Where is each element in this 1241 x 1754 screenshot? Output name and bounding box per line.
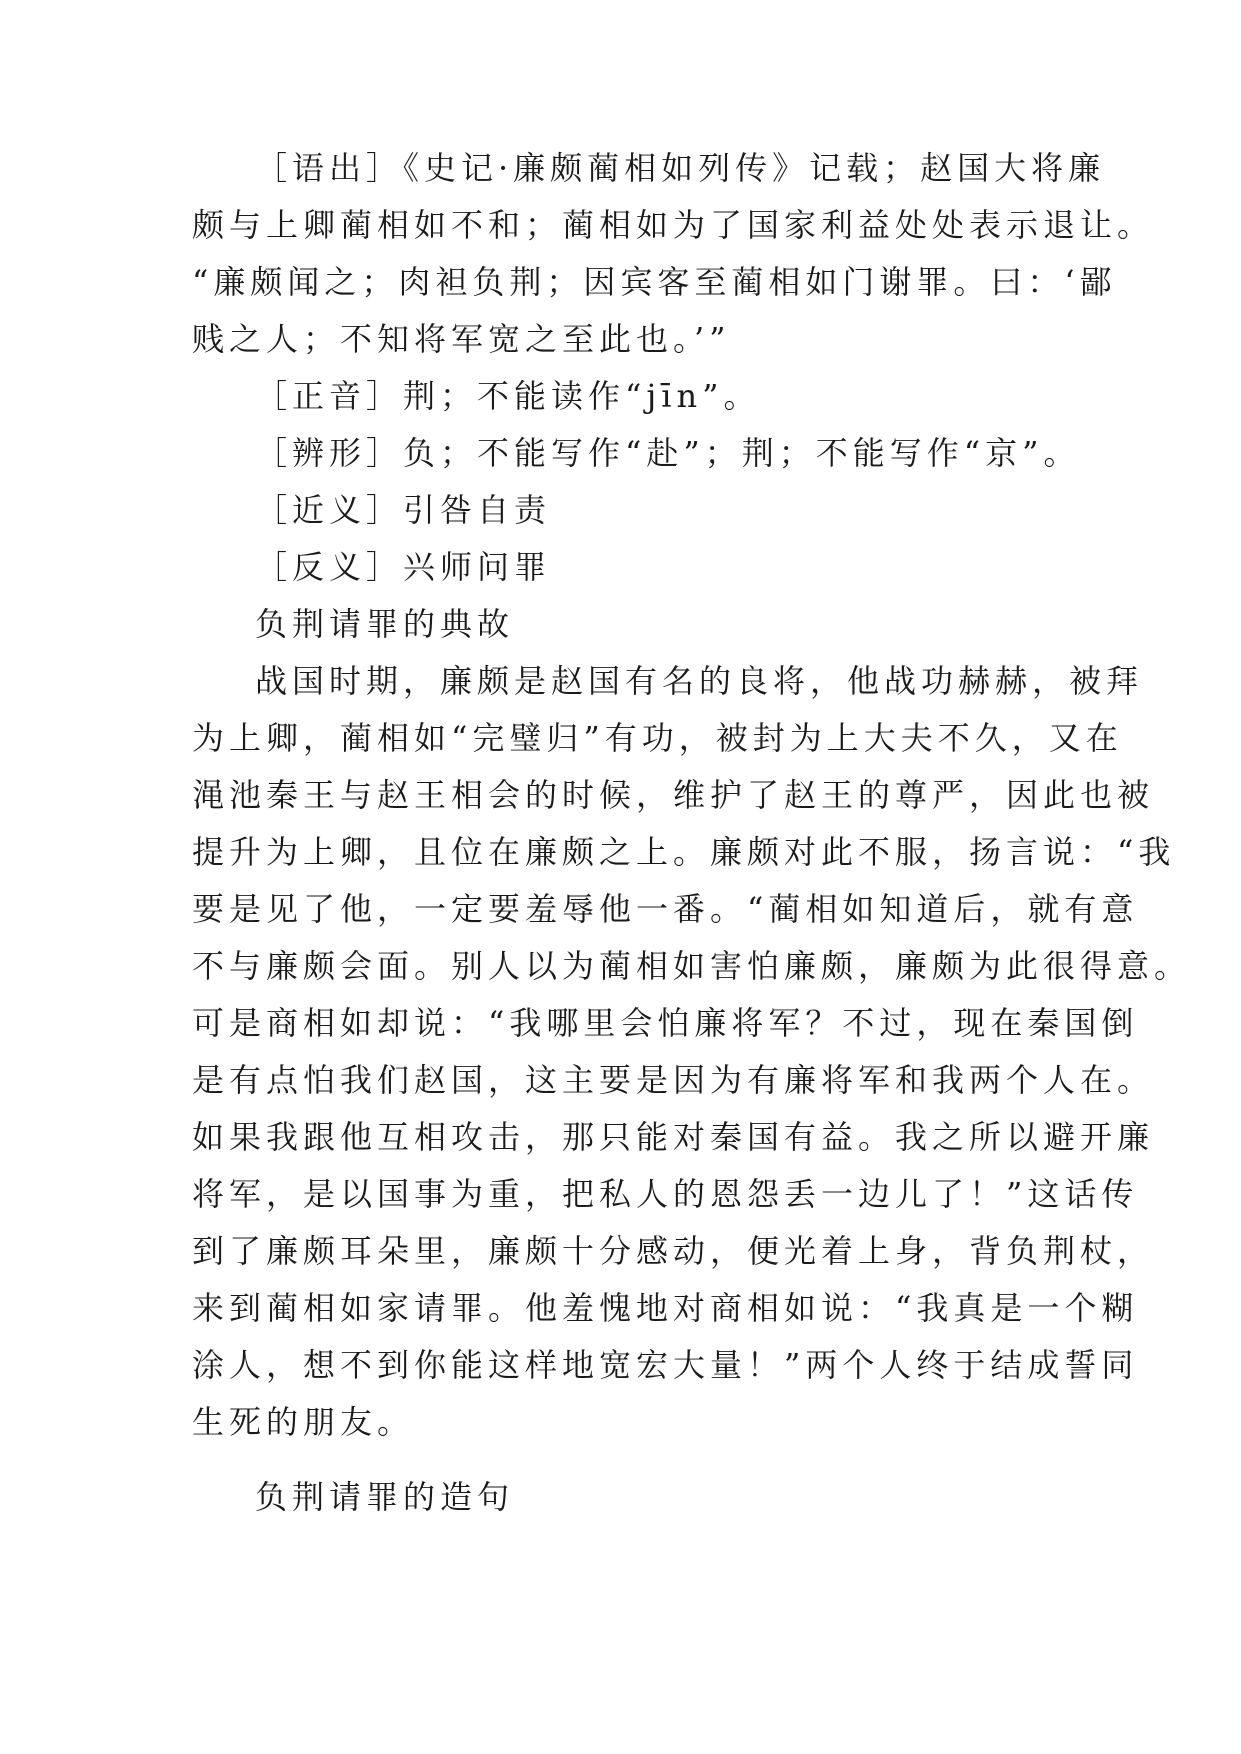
section-heading: 负荆请罪的造句: [255, 1478, 515, 1516]
paragraph-line: 贱之人；不知将军宽之至此也。’”: [192, 320, 731, 358]
paragraph-line: 提升为上卿，且位在廉颇之上。廉颇对此不服，扬言说：“我: [192, 833, 1176, 871]
paragraph-line: 为上卿，蔺相如“完璧归”有功，被封为上大夫不久，又在: [192, 719, 1123, 757]
paragraph-line: ［语出］《史记·廉颇蔺相如列传》记载；赵国大将廉: [255, 149, 1106, 187]
paragraph-line: 如果我跟他互相攻击，那只能对秦国有益。我之所以避开廉: [192, 1118, 1155, 1156]
paragraph-line: ［正音］荆；不能读作“jīn”。: [255, 377, 761, 415]
paragraph-line: “廉颇闻之；肉袒负荆；因宾客至蔺相如门谢罪。曰：‘鄙: [192, 263, 1117, 301]
paragraph-line: 颇与上卿蔺相如不和；蔺相如为了国家利益处处表示退让。: [192, 206, 1155, 244]
section-heading: 负荆请罪的典故: [255, 605, 515, 643]
paragraph-line: ［辨形］负；不能写作“赴”；荆；不能写作“京”。: [255, 434, 1081, 472]
paragraph-line: 渑池秦王与赵王相会的时候，维护了赵王的尊严，因此也被: [192, 776, 1155, 814]
paragraph-line: 涂人，想不到你能这样地宽宏大量！”两个人终于结成誓同: [192, 1346, 1139, 1384]
paragraph-line: 要是见了他，一定要羞辱他一番。“蔺相如知道后，就有意: [192, 890, 1139, 928]
paragraph-line: 可是商相如却说：“我哪里会怕廉将军？不过，现在秦国倒: [192, 1004, 1139, 1042]
paragraph-line: ［反义］兴师问罪: [255, 548, 552, 586]
paragraph-line: 不与廉颇会面。别人以为蔺相如害怕廉颇，廉颇为此很得意。: [192, 947, 1192, 985]
paragraph-line: 是有点怕我们赵国，这主要是因为有廉将军和我两个人在。: [192, 1061, 1155, 1099]
paragraph-line: 将军，是以国事为重，把私人的恩怨丢一边儿了！”这话传: [192, 1175, 1139, 1213]
paragraph-line: 战国时期，廉颇是赵国有名的良将，他战功赫赫，被拜: [255, 662, 1144, 700]
paragraph-line: 来到蔺相如家请罪。他羞愧地对商相如说：“我真是一个糊: [192, 1289, 1139, 1327]
paragraph-line: ［近义］引咎自责: [255, 491, 552, 529]
paragraph-line: 到了廉颇耳朵里，廉颇十分感动，便光着上身，背负荆杖，: [192, 1232, 1155, 1270]
paragraph-line: 生死的朋友。: [192, 1403, 415, 1441]
